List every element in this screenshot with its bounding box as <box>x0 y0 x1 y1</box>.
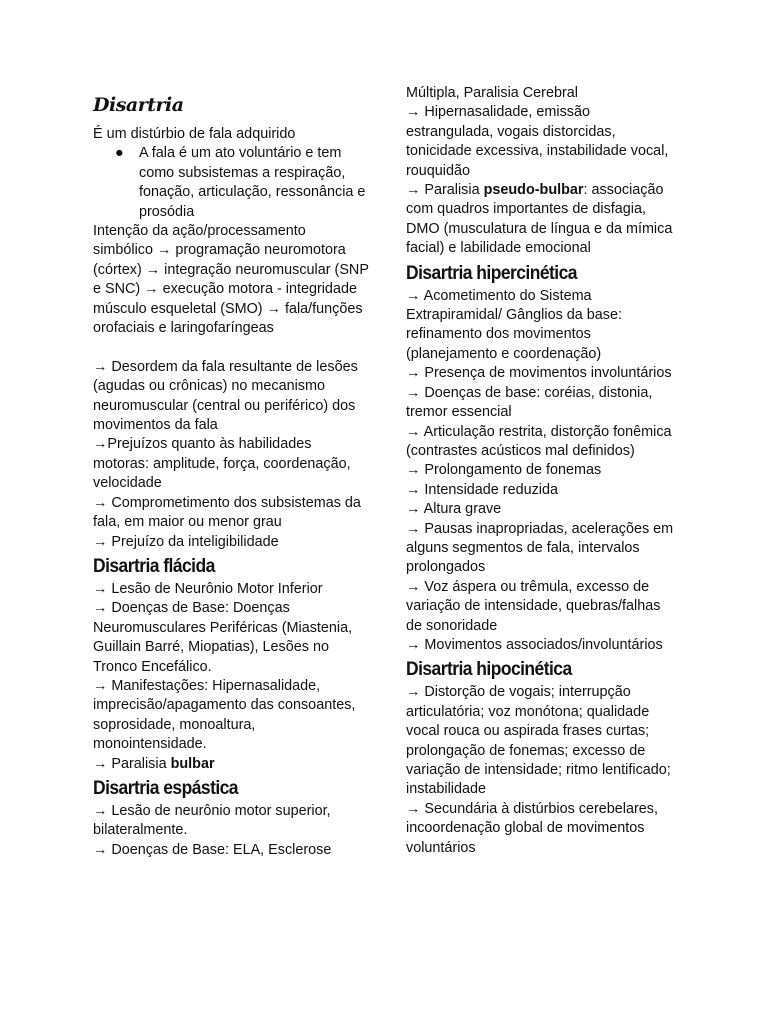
list-item: → Altura grave <box>406 501 502 518</box>
list-item: → Distorção de vogais; interrupção articulatória; voz monótona; qualidade vocal rouca ou aspirada frases curtas; prolongação de fonemas; excesso de variação de intensidade; ritmo lentificado; instabilidade <box>406 684 671 798</box>
inteligibilidade-paragraph: → Prejuízo da inteligibilidade <box>93 533 279 550</box>
flow-paragraph: Intenção da ação/processamento simbólico → programação neuromotora (córtex) → integração neuromuscular (SNP e SNC) → execução motora - integridade músculo esqueletal (SMO) → fala/funções orofaciais e laringofaríngeas <box>93 223 369 337</box>
right-column <box>406 84 678 858</box>
bullet-item <box>93 144 369 222</box>
espastica-lesao: → Lesão de neurônio motor superior, bilateralmente. <box>93 802 331 839</box>
list-item: → Movimentos associados/involuntários <box>406 636 663 653</box>
flacida-doencas: → Doenças de Base: Doenças Neuromusculares Periféricas (Miastenia, Guillain Barré, Miopatias), Lesões no Tronco Encefálico. <box>93 600 353 675</box>
list-item: → Presença de movimentos involuntários <box>406 365 672 382</box>
list-item: → Doenças de base: coréias, distonia, tremor essencial <box>406 384 653 421</box>
intro-text: É um distúrbio de fala adquirido <box>93 126 296 142</box>
list-item: → Acometimento do Sistema Extrapiramidal/ Gânglios da base: refinamento dos movimentos (planejamento e coordenação) <box>406 287 622 362</box>
desordem-paragraph: → Desordem da fala resultante de lesões (agudas ou crônicas) no mecanismo neuromuscular (central ou periférico) dos movimentos da fala <box>93 358 358 434</box>
page-title: Disartria <box>93 94 184 116</box>
section-heading-flacida: Disartria flácida <box>93 555 215 577</box>
comprometimento-paragraph: → Comprometimento dos subsistemas da fala, em maior ou menor grau <box>93 494 361 531</box>
spacer <box>93 338 369 357</box>
espastica-continuation: Múltipla, Paralisia Cerebral <box>406 85 578 101</box>
section-heading-hipocinetica: Disartria hipocinética <box>406 659 572 681</box>
espastica-hipernasalidade: → Hipernasalidade, emissão estrangulada, vogais distorcidas, tonicidade excessiva, instabilidade vocal, rouquidão <box>406 104 669 179</box>
flacida-paralisia <box>93 755 369 774</box>
espastica-pseudo-bulbar <box>406 181 678 259</box>
pseudo-prefix: → Paralisia <box>406 182 484 199</box>
bullet-dot-icon: ● <box>115 145 124 162</box>
section-heading-hipercinetica: Disartria hipercinética <box>406 262 577 284</box>
flacida-manifestacoes: → Manifestações: Hipernasalidade, imprecisão/apagamento das consoantes, soprosidade, monoaltura, monointensidade. <box>93 677 356 753</box>
left-column <box>93 84 369 860</box>
list-item: → Pausas inapropriadas, acelerações em alguns segmentos de fala, intervalos prolongados <box>406 520 674 576</box>
list-item: → Intensidade reduzida <box>406 481 559 498</box>
pseudo-bold: pseudo-bulbar <box>483 182 584 199</box>
prejuizos-paragraph: →Prejuízos quanto às habilidades motoras: amplitude, força, coordenação, velocidade <box>93 436 351 492</box>
espastica-doencas: → Doenças de Base: ELA, Esclerose <box>93 841 332 858</box>
list-item: → Prolongamento de fonemas <box>406 462 602 479</box>
list-item: → Secundária à distúrbios cerebelares, incoordenação global de movimentos voluntários <box>406 800 658 856</box>
list-item: → Voz áspera ou trêmula, excesso de variação de intensidade, quebras/falhas de sonoridade <box>406 578 661 634</box>
pseudo-suffix: : associação com quadros importantes de disfagia, DMO (musculatura de língua e da mímica facial) e labilidade emocional <box>406 182 673 257</box>
bullet-text: A fala é um ato voluntário e tem como subsistemas a respiração, fonação, articulação, ressonância e prosódia <box>139 145 366 220</box>
list-item: → Articulação restrita, distorção fonêmica (contrastes acústicos mal definidos) <box>406 423 672 459</box>
flacida-paralisia-prefix: → Paralisia <box>93 755 171 772</box>
flacida-lesao: → Lesão de Neurônio Motor Inferior <box>93 580 323 597</box>
section-heading-espastica: Disartria espástica <box>93 777 238 799</box>
flacida-paralisia-bold: bulbar <box>170 755 215 772</box>
